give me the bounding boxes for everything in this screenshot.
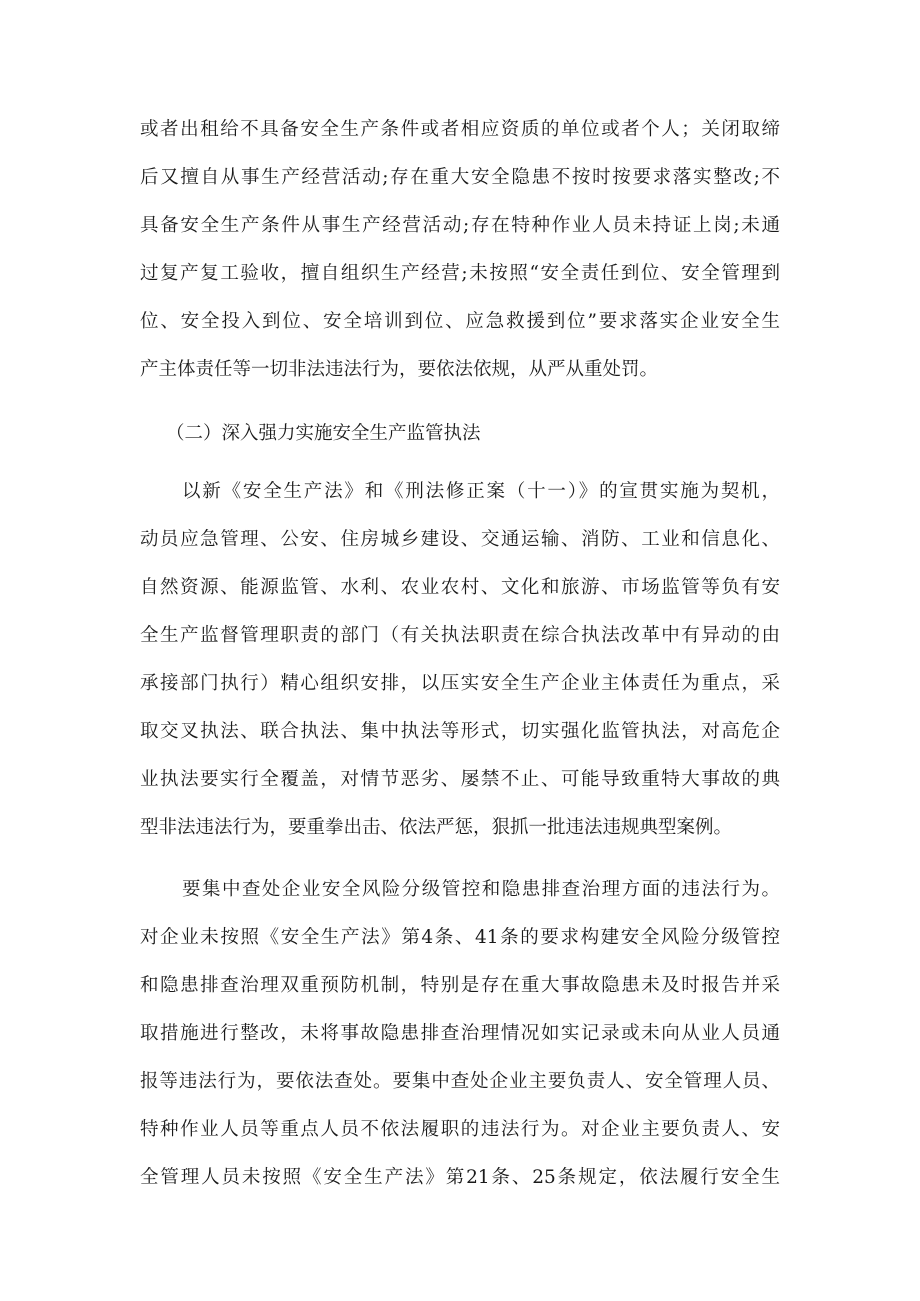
paragraph-3-line-1: 以新《安全生产法》和《刑法修正案（十一）》的宣贯实施为契机， [182, 481, 780, 502]
paragraph-3-line-3: 自然资源、能源监管、水利、农业农村、文化和旅游、市场监管等负有安 [140, 577, 780, 598]
paragraph-1-line-2: 后又擅自从事生产经营活动;存在重大安全隐患不按时按要求落实整改;不 [140, 167, 780, 188]
paragraph-1-line-4: 过复产复工验收，擅自组织生产经营;未按照“安全责任到位、安全管理到 [140, 263, 780, 284]
paragraph-4-line-1: 要集中查处企业安全风险分级管控和隐患排查治理方面的违法行为。 [182, 879, 780, 900]
paragraph-4-line-6: 特种作业人员等重点人员不依法履职的违法行为。对企业主要负责人、安 [140, 1119, 780, 1140]
paragraph-3-line-4: 全生产监督管理职责的部门（有关执法职责在综合执法改革中有异动的由 [140, 625, 780, 646]
paragraph-1-line-5: 位、安全投入到位、安全培训到位、应急救援到位”要求落实企业安全生 [140, 311, 780, 332]
paragraph-4-line-3: 和隐患排查治理双重预防机制，特别是存在重大事故隐患未及时报告并采 [140, 975, 780, 996]
section-heading: （二）深入强力实施安全生产监管执法 [166, 423, 481, 444]
paragraph-1-line-6: 产主体责任等一切非法违法行为，要依法依规，从严从重处罚。 [140, 359, 659, 380]
paragraph-1-line-3: 具备安全生产条件从事生产经营活动;存在特种作业人员未持证上岗;未通 [140, 215, 780, 236]
paragraph-3-line-8: 型非法违法行为，要重拳出击、依法严惩，狠抓一批违法违规典型案例。 [140, 817, 733, 838]
paragraph-4-line-5: 报等违法行为，要依法查处。要集中查处企业主要负责人、安全管理人员、 [140, 1071, 780, 1092]
paragraph-1-line-1: 或者出租给不具备安全生产条件或者相应资质的单位或者个人；关闭取缔 [140, 119, 780, 140]
paragraph-3-line-2: 动员应急管理、公安、住房城乡建设、交通运输、消防、工业和信息化、 [140, 529, 780, 550]
paragraph-3-line-7: 业执法要实行全覆盖，对情节恶劣、屡禁不止、可能导致重特大事故的典 [140, 769, 780, 790]
paragraph-4-line-7: 全管理人员未按照《安全生产法》第21条、25条规定，依法履行安全生 [140, 1167, 780, 1188]
paragraph-4-line-4: 取措施进行整改，未将事故隐患排查治理情况如实记录或未向从业人员通 [140, 1023, 780, 1044]
paragraph-3-line-6: 取交叉执法、联合执法、集中执法等形式，切实强化监管执法，对高危企 [140, 721, 780, 742]
paragraph-3-line-5: 承接部门执行）精心组织安排，以压实安全生产企业主体责任为重点，采 [140, 673, 780, 694]
paragraph-4-line-2: 对企业未按照《安全生产法》第4条、41条的要求构建安全风险分级管控 [140, 927, 780, 948]
